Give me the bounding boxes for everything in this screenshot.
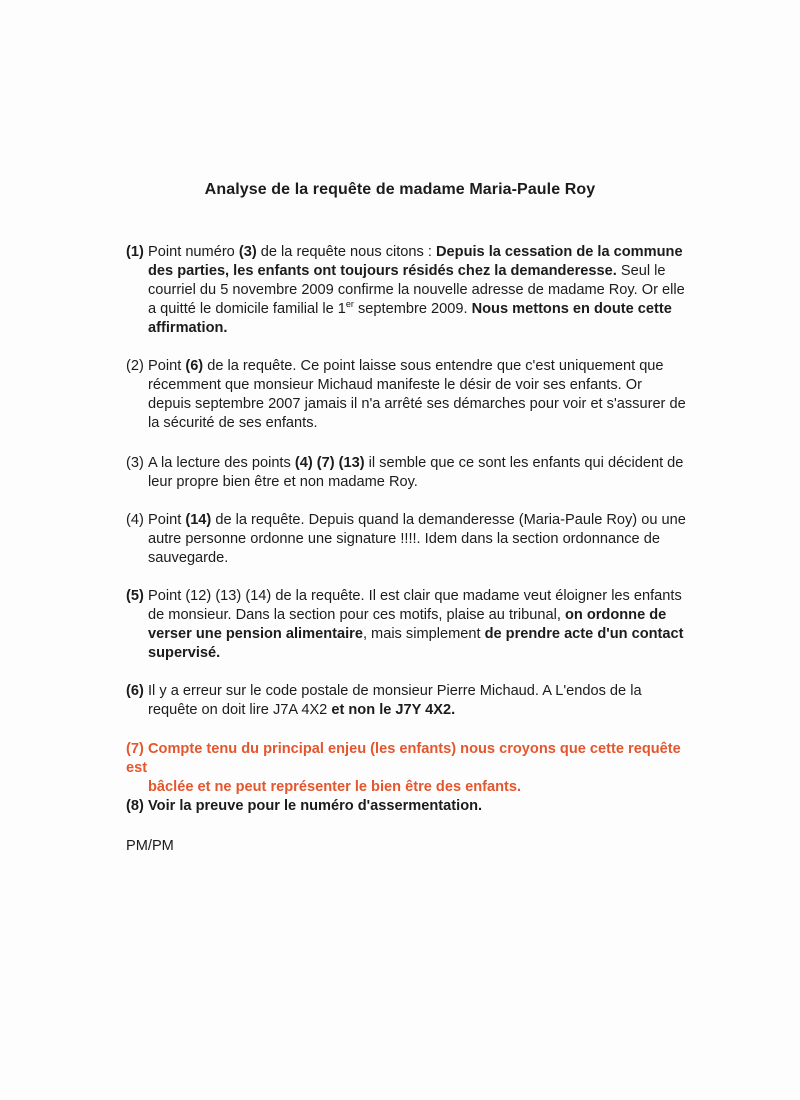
item-text: Seul le xyxy=(616,263,666,279)
item-text: bâclée et ne peut représenter le bien être des enfants. xyxy=(148,779,522,795)
item-1 xyxy=(126,243,696,338)
item-text: requête on doit lire J7A 4X2 xyxy=(148,702,332,718)
item-text: de la requête. Ce point laisse sous entendre que c'est uniquement que xyxy=(203,358,664,374)
item-text: il semble que ce sont les enfants qui décident de xyxy=(364,455,684,471)
item-text-bold: affirmation. xyxy=(148,320,228,336)
item-number: (1) xyxy=(126,244,144,260)
item-text: depuis septembre 2007 jamais il n'a arrêté ses démarches pour voir et s'assurer de xyxy=(148,396,686,412)
item-text: A la lecture des points xyxy=(148,455,295,471)
item-text-bold: des parties, les enfants ont toujours résidés chez la demanderesse. xyxy=(148,263,617,279)
item-text: Voir la preuve pour le numéro d'assermentation. xyxy=(148,798,483,814)
item-4 xyxy=(126,511,696,568)
item-text: Point xyxy=(148,512,186,528)
item-text-bold: (4) (7) (13) xyxy=(294,455,365,471)
item-8 xyxy=(126,797,696,816)
item-text-bold: Depuis la cessation de la commune xyxy=(436,244,683,260)
item-text: de la requête. Depuis quand la demanderesse (Maria-Paule Roy) ou une xyxy=(211,512,686,528)
item-text: autre personne ordonne une signature !!!!. Idem dans la section ordonnance de xyxy=(148,531,660,547)
item-5 xyxy=(126,587,696,663)
item-text-bold: (3) xyxy=(238,244,257,260)
item-text: , mais simplement xyxy=(362,626,485,642)
item-3 xyxy=(126,454,696,492)
item-number: (8) xyxy=(126,798,144,814)
item-text: de monsieur. Dans la section pour ces motifs, plaise au tribunal, xyxy=(148,607,565,623)
item-number: (3) xyxy=(126,455,144,471)
superscript: er xyxy=(345,299,354,310)
item-text: leur propre bien être et non madame Roy. xyxy=(148,474,418,490)
item-text: Point xyxy=(148,358,186,374)
item-text: a quitté le domicile familial le 1 xyxy=(148,301,346,317)
item-6 xyxy=(126,682,696,720)
item-number: (7) xyxy=(126,741,144,757)
item-7 xyxy=(126,740,696,797)
item-text: Point numéro xyxy=(148,244,239,260)
item-text: la sécurité de ses enfants. xyxy=(148,415,318,431)
item-text: sauvegarde. xyxy=(148,550,229,566)
item-text-bold: (6) xyxy=(185,358,204,374)
item-2 xyxy=(126,357,696,433)
item-text: Point (12) (13) (14) de la requête. Il est clair que madame veut éloigner les enfants xyxy=(148,588,682,604)
item-text-bold: de prendre acte d'un contact xyxy=(484,626,684,642)
item-number: (2) xyxy=(126,358,144,374)
item-number: (5) xyxy=(126,588,144,604)
item-text-bold: on ordonne de xyxy=(564,607,667,623)
item-text-bold: supervisé. xyxy=(148,645,221,661)
item-text: septembre 2009. xyxy=(353,301,472,317)
item-text-bold: et non le J7Y 4X2. xyxy=(331,702,456,718)
signature-initials: PM/PM xyxy=(126,838,174,854)
item-text: Il y a erreur sur le code postale de monsieur Pierre Michaud. A L'endos de la xyxy=(148,683,642,699)
item-text: récemment que monsieur Michaud manifeste le désir de voir ses enfants. Or xyxy=(148,377,642,393)
item-number: (4) xyxy=(126,512,144,528)
item-text-bold: Nous mettons en doute cette xyxy=(471,301,672,317)
item-number: (6) xyxy=(126,683,144,699)
item-text: courriel du 5 novembre 2009 confirme la nouvelle adresse de madame Roy. Or elle xyxy=(148,282,685,298)
item-text-bold: (14) xyxy=(185,512,212,528)
item-text-bold: verser une pension alimentaire xyxy=(148,626,363,642)
item-text: de la requête nous citons : xyxy=(256,244,436,260)
document-title: Analyse de la requête de madame Maria-Paule Roy xyxy=(204,181,596,198)
item-text: Compte tenu du principal enjeu (les enfants) nous croyons que cette requête est xyxy=(126,741,681,776)
